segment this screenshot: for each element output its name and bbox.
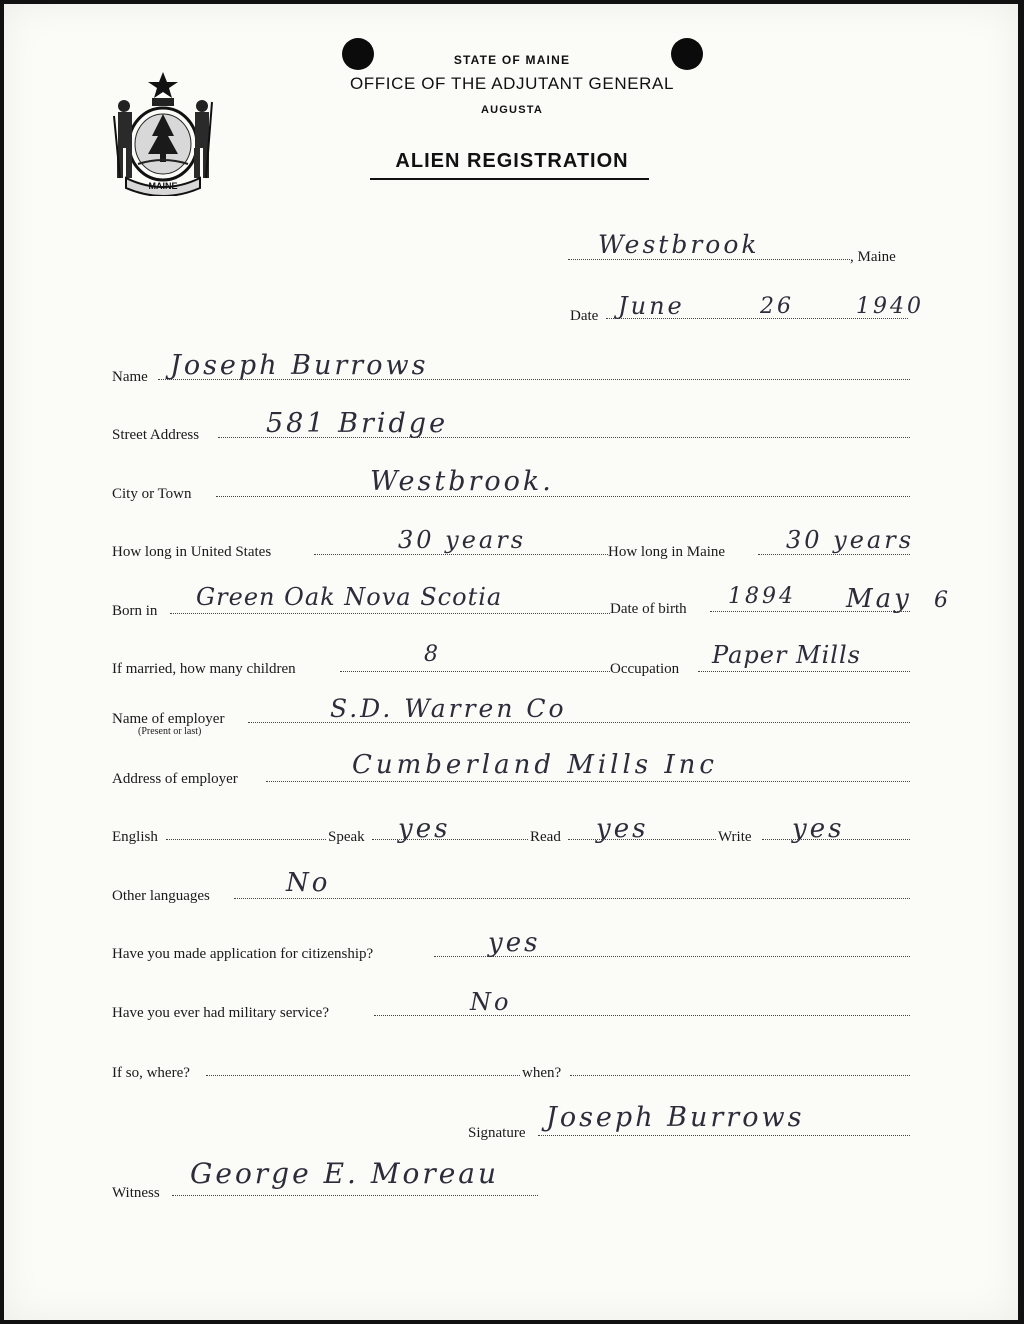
dob-month-value: May (846, 584, 912, 614)
dob-day-value: 6 (934, 588, 951, 613)
employer-note: (Present or last) (138, 726, 202, 737)
header-city: AUGUSTA (481, 104, 543, 116)
witness-dots (172, 1195, 538, 1196)
name-label: Name (112, 369, 148, 385)
signature-dots (538, 1135, 910, 1136)
dob-year-value: 1894 (728, 584, 796, 609)
other-languages-value: No (286, 868, 331, 898)
header-office: OFFICE OF THE ADJUTANT GENERAL (349, 74, 675, 93)
street-value: 581 Bridge (266, 408, 449, 439)
maine-label: , Maine (850, 249, 896, 265)
witness-value: George E. Moreau (190, 1157, 500, 1190)
military-dots (374, 1015, 910, 1016)
street-label: Street Address (112, 427, 200, 443)
how-long-maine-value: 30 years (786, 526, 915, 554)
town-value: Westbrook (598, 230, 760, 259)
date-month-value: June (618, 292, 685, 320)
write-label: Write (718, 829, 752, 845)
when-label: when? (522, 1065, 562, 1081)
citizenship-label: Have you made application for citizenship? (112, 946, 374, 962)
town-dots (568, 259, 850, 260)
employer-address-dots (266, 781, 910, 782)
if-so-where-label: If so, where? (112, 1065, 190, 1081)
date-year-value: 1940 (856, 294, 924, 319)
signature-value: Joseph Burrows (546, 1102, 805, 1133)
name-value: Joseph Burrows (170, 350, 429, 381)
born-in-value: Green Oak Nova Scotia (196, 583, 503, 611)
title-underline (370, 178, 649, 180)
citizenship-value: yes (488, 928, 541, 958)
employer-value: S.D. Warren Co (330, 694, 567, 723)
speak-label: Speak (328, 829, 365, 845)
read-label: Read (530, 829, 561, 845)
how-long-maine-label: How long in Maine (608, 544, 726, 560)
date-of-birth-label: Date of birth (610, 601, 687, 617)
when-dots (570, 1075, 910, 1076)
born-in-dots (170, 613, 610, 614)
english-label: English (112, 829, 158, 845)
employer-label: Name of employer (112, 711, 225, 727)
how-long-us-dots (314, 554, 608, 555)
city-value: Westbrook. (370, 466, 554, 497)
city-label: City or Town (112, 486, 192, 502)
other-languages-dots (234, 898, 910, 899)
how-long-us-label: How long in United States (112, 544, 272, 560)
witness-label: Witness (112, 1185, 160, 1201)
how-long-us-value: 30 years (398, 526, 527, 554)
born-in-label: Born in (112, 603, 158, 619)
city-dots (216, 496, 910, 497)
occupation-value: Paper Mills (712, 641, 861, 669)
header-state: STATE OF MAINE (453, 53, 571, 67)
children-label: If married, how many children (112, 661, 296, 677)
english-dots (166, 839, 326, 840)
form-title: ALIEN REGISTRATION (395, 150, 629, 172)
speak-value: yes (398, 814, 451, 844)
employer-address-label: Address of employer (112, 771, 238, 787)
military-label: Have you ever had military service? (112, 1005, 329, 1021)
employer-address-value: Cumberland Mills Inc (352, 750, 718, 780)
occupation-label: Occupation (610, 661, 680, 677)
other-languages-label: Other languages (112, 888, 210, 904)
military-value: No (470, 988, 512, 1016)
how-long-maine-dots (758, 554, 910, 555)
if-so-where-dots (206, 1075, 520, 1076)
write-value: yes (792, 814, 845, 844)
occupation-dots (698, 671, 910, 672)
date-label: Date (570, 308, 599, 324)
date-day-value: 26 (760, 294, 794, 319)
children-value: 8 (424, 642, 441, 667)
signature-label: Signature (468, 1125, 526, 1141)
seal-motto: MAINE (148, 181, 178, 191)
children-dots (340, 671, 610, 672)
read-value: yes (596, 814, 649, 844)
